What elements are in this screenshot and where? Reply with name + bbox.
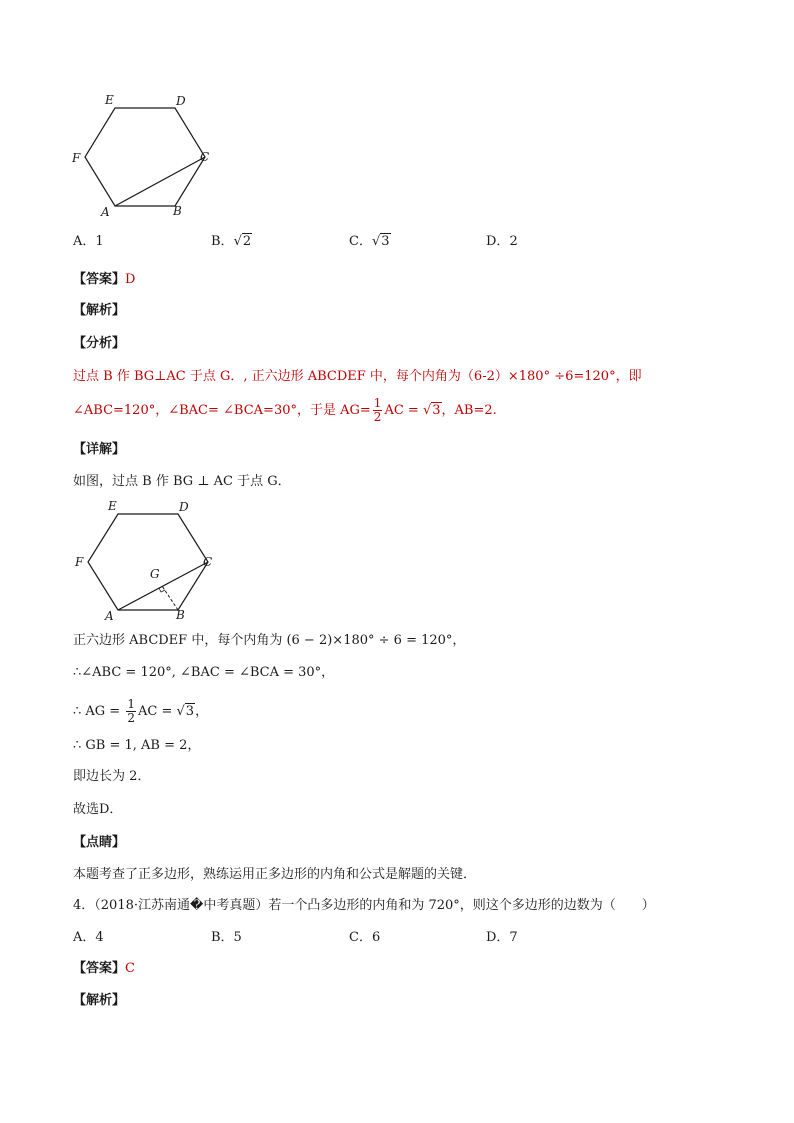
question-4-stem: 4．（2018·江苏南通�中考真题）若一个凸多边形的内角和为 720°，则这个多边形的边数为（ ） [73,898,655,913]
label-d: D [176,94,186,108]
analysis-heading: 【解析】 [73,303,126,318]
fenxi-line-1: 过点 B 作 BG⊥AC 于点 G．, 正六边形 ABCDEF 中，每个内角为（6-2）×180° ÷6=120°，即 [73,369,642,384]
label-b: B [173,204,182,218]
detail-line-5: 即边长为 2． [73,769,151,784]
q4-option-c: C．6 [349,930,381,945]
q4-analysis-heading: 【解析】 [73,993,126,1008]
sqrt-symbol: √3 [176,704,195,719]
q4-option-a: A．4 [73,930,104,945]
perpendicular-bg [162,586,178,610]
fenxi-line-2: ∠ABC=120°，∠BAC= ∠BCA=30°，于是 AG= $\frac{1}{2}$ AC = √3，AB=2. [73,396,497,424]
label-f: F [72,151,81,165]
label-b: B [176,608,185,622]
detail-line-4: ∴ GB = 1, AB = 2， [73,738,201,753]
label-f: F [75,555,84,569]
label-c: C [200,150,210,164]
sqrt-symbol: √2 [233,234,252,249]
label-g: G [150,567,160,581]
hexagon-figure-2 [66,495,226,625]
hexagon-outline [85,108,205,206]
fraction: $\frac{1}{2}$ [127,697,135,725]
label-d: D [179,500,189,514]
dianjing-text: 本题考查了正多边形，熟练运用正多边形的内角和公式是解题的关键． [73,867,477,882]
diagonal-ac [115,157,205,206]
detail-line-3: ∴ AG = $\frac{1}{2}$ AC = √3， [73,697,209,725]
option-d: D．2 [486,234,518,249]
option-b: B．√2 [211,234,252,249]
label-a: A [105,609,114,623]
sqrt-symbol: √3 [422,403,441,418]
q4-answer-row: 【答案】C [73,961,135,976]
q4-option-d: D．7 [486,930,518,945]
diagonal-ac [118,562,208,610]
option-a: A．1 [73,234,104,249]
answer-row: 【答案】D [73,272,136,287]
label-e: E [108,499,117,513]
option-c: C．√3 [349,234,390,249]
detail-line-2: ∴∠ABC = 120°, ∠BAC = ∠BCA = 30°， [73,665,335,680]
label-a: A [101,205,110,219]
fraction: $\frac{1}{2}$ [373,396,382,424]
q4-option-b: B．5 [211,930,242,945]
sqrt-symbol: √3 [371,234,390,249]
fenxi-heading: 【分析】 [73,336,126,351]
detail-intro: 如图，过点 B 作 BG ⊥ AC 于点 G． [73,474,291,489]
label-c: C [203,555,213,569]
dianjing-heading: 【点睛】 [73,835,126,850]
detail-line-6: 故选D． [73,802,123,817]
label-e: E [105,93,114,107]
hexagon-outline [88,514,208,610]
detail-heading: 【详解】 [73,442,126,457]
detail-line-1: 正六边形 ABCDEF 中，每个内角为 (6 − 2)×180° ÷ 6 = 120°， [73,633,466,648]
hexagon-figure-1 [60,88,230,223]
